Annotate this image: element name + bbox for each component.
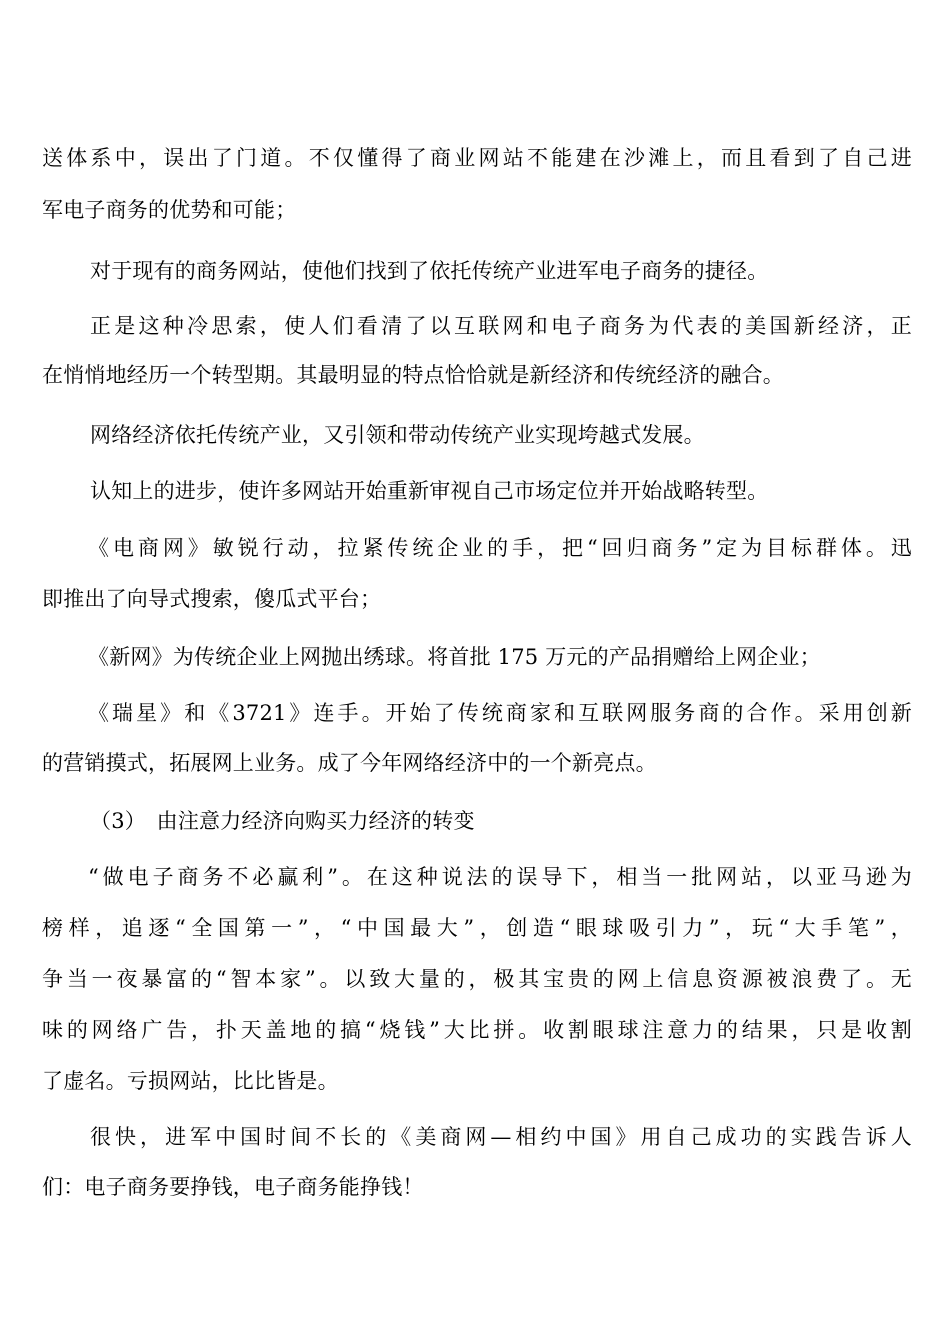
paragraph-line: 对于现有的商务网站，使他们找到了依托传统产业进军电子商务的捷径。	[90, 259, 769, 283]
paragraph-line: 很快，进军中国时间不长的《美商网—相约中国》用自己成功的实践告诉人	[90, 1125, 912, 1149]
paragraph-line: 正是这种冷思索，使人们看清了以互联网和电子商务为代表的美国新经济，正	[90, 314, 912, 338]
text-line: 们：电子商务要挣钱，电子商务能挣钱！	[42, 1175, 424, 1199]
paragraph-line: 《电商网》敏锐行动，拉紧传统企业的手，把“回归商务”定为目标群体。迅	[88, 536, 912, 560]
text-line: 送体系中，误出了门道。不仅懂得了商业网站不能建在沙滩上，而且看到了自己进	[42, 146, 912, 170]
text-line: 军电子商务的优势和可能；	[42, 198, 297, 222]
paragraph-line: 网络经济依托传统产业，又引领和带动传统产业实现垮越式发展。	[90, 423, 705, 447]
text-line: 的营销摸式，拓展网上业务。成了今年网络经济中的一个新亮点。	[42, 751, 657, 775]
text-line: 榜样，追逐“全国第一”，“中国最大”，创造“眼球吸引力”，玩“大手笔”，	[42, 916, 912, 940]
paragraph-line: 《瑞星》和《3721》连手。开始了传统商家和互联网服务商的合作。采用创新	[88, 701, 912, 725]
text-line: 即推出了向导式搜索，傻瓜式平台；	[42, 587, 382, 611]
paragraph-line: “做电子商务不必赢利”。在这种说法的误导下，相当一批网站，以亚马逊为	[88, 865, 912, 889]
text-line: 了虚名。亏损网站，比比皆是。	[42, 1069, 339, 1093]
text-line: 在悄悄地经历一个转型期。其最明显的特点恰恰就是新经济和传统经济的融合。	[42, 363, 784, 387]
paragraph-line: 认知上的进步，使许多网站开始重新审视自己市场定位并开始战略转型。	[90, 479, 769, 503]
section-heading: （3） 由注意力经济向购买力经济的转变	[90, 809, 475, 833]
text-line: 争当一夜暴富的“智本家”。以致大量的，极其宝贵的网上信息资源被浪费了。无	[42, 967, 912, 991]
paragraph-line: 《新网》为传统企业上网抛出绣球。将首批 175 万元的产品捐赠给上网企业；	[88, 645, 821, 669]
text-line: 味的网络广告，扑天盖地的搞“烧钱”大比拼。收割眼球注意力的结果，只是收割	[42, 1018, 912, 1042]
